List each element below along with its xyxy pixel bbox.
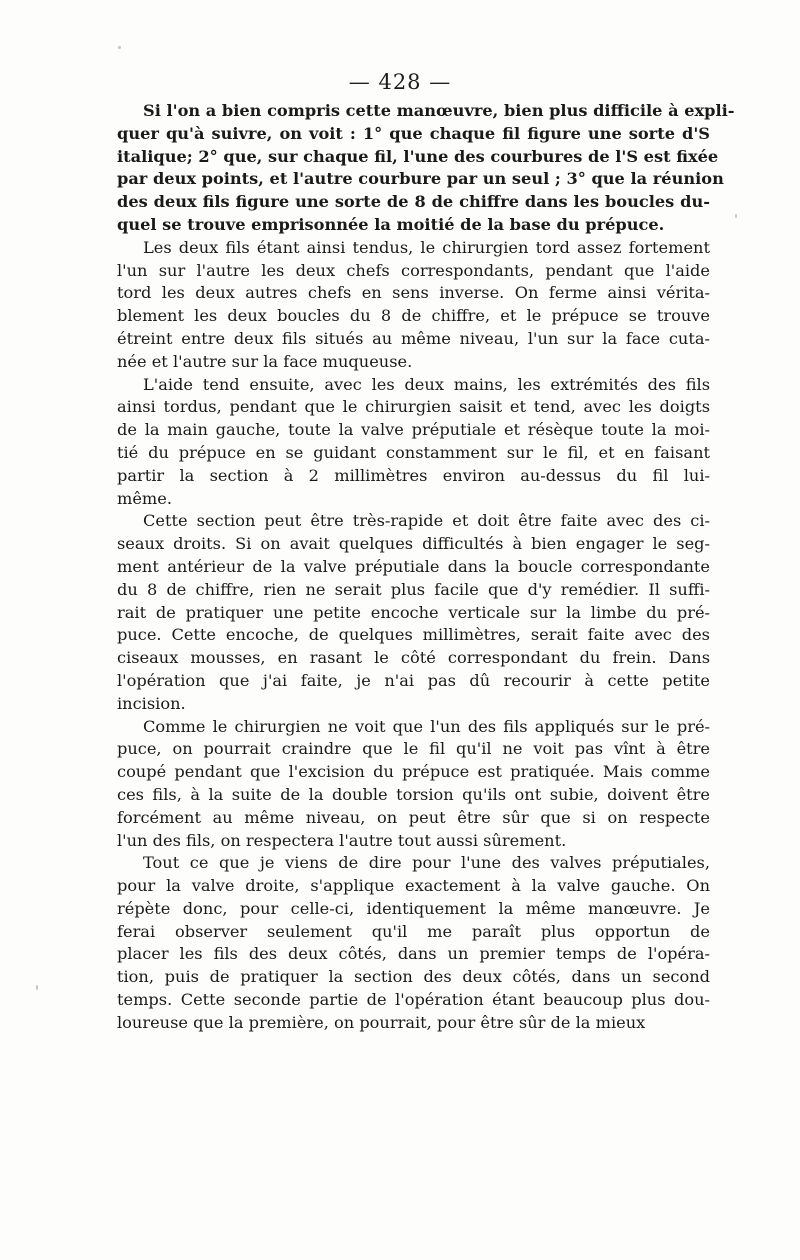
paragraph [117, 100, 735, 237]
text-line: blement les deux boucles du 8 de chiffre, et le prépuce se trouve [117, 306, 710, 326]
text-line: ment antérieur de la valve préputiale dans la boucle correspondante [117, 556, 710, 576]
text-line: l'un des fils, on respectera l'autre tout aussi sûrement. [117, 830, 567, 850]
paragraph [117, 510, 710, 715]
text-line: L'aide tend ensuite, avec les deux mains, les extrémités des fils [143, 374, 710, 394]
text-line: placer les fils des deux côtés, dans un premier temps de l'opéra- [117, 944, 710, 964]
text-line: ainsi tordus, pendant que le chirurgien saisit et tend, avec les doigts [117, 397, 710, 417]
text-line: tion, puis de pratiquer la section des deux côtés, dans un second [117, 967, 710, 987]
text-line: incision. [117, 693, 186, 713]
paragraph [117, 237, 710, 374]
text-line: de la main gauche, toute la valve préputiale et résèque toute la moi- [117, 420, 710, 440]
text-line: née et l'autre sur la face muqueuse. [117, 351, 413, 371]
ink-speck [735, 214, 737, 218]
text-line: ferai observer seulement qu'il me paraît plus opportun de [117, 921, 710, 941]
text-line: répète donc, pour celle-ci, identiquement la même manœuvre. Je [117, 898, 710, 918]
text-line: ciseaux mousses, en rasant le côté correspondant du frein. Dans [117, 648, 710, 668]
text-line: des deux fils figure une sorte de 8 de chiffre dans les boucles du- [117, 192, 710, 212]
text-line: par deux points, et l'autre courbure par un seul ; 3° que la réunion [117, 169, 724, 189]
paragraph [117, 374, 710, 511]
text-line: Cette section peut être très-rapide et doit être faite avec des ci- [143, 511, 710, 531]
text-line: du 8 de chiffre, rien ne serait plus facile que d'y remédier. Il suffi- [117, 579, 710, 599]
paragraph [117, 716, 710, 853]
text-line: rait de pratiquer une petite encoche verticale sur la limbe du pré- [117, 602, 710, 622]
text-line: partir la section à 2 millimètres environ au-dessus du fil lui- [117, 465, 710, 485]
text-line: pour la valve droite, s'applique exactement à la valve gauche. On [117, 876, 710, 896]
text-line: tord les deux autres chefs en sens inverse. On ferme ainsi vérita- [117, 283, 710, 303]
paragraph [117, 852, 710, 1034]
page-number: — 428 — [348, 70, 452, 94]
text-line: l'opération que j'ai faite, je n'ai pas dû recourir à cette petite [117, 670, 710, 690]
text-line: forcément au même niveau, on peut être sûr que si on respecte [117, 807, 710, 827]
text-line: loureuse que la première, on pourrait, pour être sûr de la mieux [117, 1012, 646, 1032]
ink-speck [118, 46, 121, 49]
text-line: italique; 2° que, sur chaque fil, l'une des courbures de l'S est fixée [117, 146, 719, 166]
text-line: seaux droits. Si on avait quelques difficultés à bien engager le seg- [117, 534, 710, 554]
ink-speck [36, 985, 38, 990]
text-line: puce. Cette encoche, de quelques millimètres, serait faite avec des [117, 625, 710, 645]
text-line: Comme le chirurgien ne voit que l'un des fils appliqués sur le pré- [143, 716, 710, 736]
text-line: ces fils, à la suite de la double torsion qu'ils ont subie, doivent être [117, 784, 710, 804]
text-line: temps. Cette seconde partie de l'opération étant beaucoup plus dou- [117, 990, 710, 1010]
text-line: étreint entre deux fils situés au même niveau, l'un sur la face cuta- [117, 328, 710, 348]
text-line: même. [117, 488, 173, 508]
text-line: l'un sur l'autre les deux chefs correspondants, pendant que l'aide [117, 260, 710, 280]
body-text [117, 100, 735, 1035]
text-line: quer qu'à suivre, on voit : 1° que chaque fil figure une sorte d'S [117, 123, 710, 143]
text-line: tié du prépuce en se guidant constamment sur le fil, et en faisant [117, 442, 710, 462]
text-line: quel se trouve emprisonnée la moitié de la base du prépuce. [117, 214, 665, 234]
text-line: puce, on pourrait craindre que le fil qu'il ne voit pas vînt à être [117, 739, 710, 759]
text-line: Tout ce que je viens de dire pour l'une des valves préputiales, [143, 853, 710, 873]
text-line: Les deux fils étant ainsi tendus, le chirurgien tord assez fortement [143, 237, 710, 257]
text-line: Si l'on a bien compris cette manœuvre, bien plus difficile à expli- [143, 101, 735, 120]
text-line: coupé pendant que l'excision du prépuce est pratiquée. Mais comme [117, 762, 710, 782]
